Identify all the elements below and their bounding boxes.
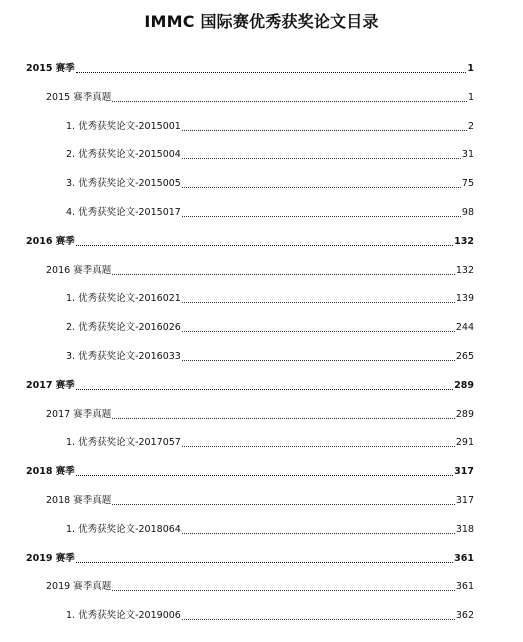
toc-page-number: 75 bbox=[461, 178, 474, 189]
toc-page-number: 244 bbox=[455, 322, 474, 333]
toc-entry-title: 1. 优秀获奖论文-2017057 bbox=[66, 437, 181, 448]
toc-entry-title: 2015 赛季真题 bbox=[46, 92, 112, 103]
toc-dot-leader bbox=[76, 244, 453, 246]
toc-entry-level-3[interactable] bbox=[66, 522, 474, 536]
toc-entry-title: 1. 优秀获奖论文-2015001 bbox=[66, 121, 181, 132]
toc-entry-title: 2019 赛季 bbox=[26, 553, 75, 564]
toc-entry-title: 2017 赛季真题 bbox=[46, 409, 112, 420]
toc-entry-title: 2018 赛季真题 bbox=[46, 495, 112, 506]
toc-page-number: 1 bbox=[467, 92, 474, 103]
toc-entry-level-2[interactable] bbox=[46, 263, 474, 277]
toc-entry-title: 1. 优秀获奖论文-2018064 bbox=[66, 524, 181, 535]
toc-entry-title: 2016 赛季 bbox=[26, 236, 75, 247]
toc-dot-leader bbox=[182, 186, 461, 188]
toc-page-number: 361 bbox=[454, 553, 474, 564]
toc-page-number: 132 bbox=[454, 236, 474, 247]
toc-entry-level-1[interactable] bbox=[26, 61, 474, 75]
toc-dot-leader bbox=[76, 561, 453, 563]
toc-dot-leader bbox=[182, 129, 467, 131]
toc-dot-leader bbox=[112, 100, 467, 102]
toc-page-number: 265 bbox=[455, 351, 474, 362]
toc-page-number: 317 bbox=[454, 466, 474, 477]
toc-page-number: 318 bbox=[455, 524, 474, 535]
toc-entry-level-3[interactable] bbox=[66, 349, 474, 363]
toc-entry-title: 2019 赛季真题 bbox=[46, 581, 112, 592]
toc-entry-title: 2015 赛季 bbox=[26, 63, 75, 74]
toc-page-number: 289 bbox=[455, 409, 474, 420]
toc-entry-level-3[interactable] bbox=[66, 291, 474, 305]
toc-dot-leader bbox=[182, 359, 455, 361]
toc-dot-leader bbox=[112, 589, 455, 591]
toc-page-number: 289 bbox=[454, 380, 474, 391]
toc-dot-leader bbox=[182, 330, 455, 332]
toc-entry-title: 1. 优秀获奖论文-2016021 bbox=[66, 293, 181, 304]
toc-dot-leader bbox=[182, 157, 461, 159]
toc-entry-level-2[interactable] bbox=[46, 493, 474, 507]
toc-entry-level-3[interactable] bbox=[66, 119, 474, 133]
toc-entry-title: 2018 赛季 bbox=[26, 466, 75, 477]
toc-entry-level-3[interactable] bbox=[66, 435, 474, 449]
toc-entry-level-3[interactable] bbox=[66, 320, 474, 334]
toc-dot-leader bbox=[112, 273, 455, 275]
toc-entry-level-3[interactable] bbox=[66, 147, 474, 161]
toc-dot-leader bbox=[182, 215, 461, 217]
toc-dot-leader bbox=[182, 618, 455, 620]
toc-page-number: 132 bbox=[455, 265, 474, 276]
toc-entry-title: 3. 优秀获奖论文-2015005 bbox=[66, 178, 181, 189]
toc-page-number: 31 bbox=[461, 149, 474, 160]
toc-page-number: 362 bbox=[455, 610, 474, 621]
toc-dot-leader bbox=[182, 445, 455, 447]
toc-entry-title: 3. 优秀获奖论文-2016033 bbox=[66, 351, 181, 362]
toc-dot-leader bbox=[76, 474, 453, 476]
toc-dot-leader bbox=[182, 532, 455, 534]
toc-dot-leader bbox=[76, 388, 453, 390]
toc-entry-level-1[interactable] bbox=[26, 464, 474, 478]
toc-entry-level-1[interactable] bbox=[26, 234, 474, 248]
toc-entry-title: 1. 优秀获奖论文-2019006 bbox=[66, 610, 181, 621]
toc-entry-title: 2. 优秀获奖论文-2015004 bbox=[66, 149, 181, 160]
toc-entry-level-2[interactable] bbox=[46, 407, 474, 421]
toc-entry-title: 4. 优秀获奖论文-2015017 bbox=[66, 207, 181, 218]
toc-entry-level-2[interactable] bbox=[46, 579, 474, 593]
toc-entry-title: 2016 赛季真题 bbox=[46, 265, 112, 276]
toc-entry-title: 2017 赛季 bbox=[26, 380, 75, 391]
toc-dot-leader bbox=[112, 503, 455, 505]
toc-entry-title: 2. 优秀获奖论文-2016026 bbox=[66, 322, 181, 333]
toc-page-number: 1 bbox=[467, 63, 474, 74]
toc-entry-level-3[interactable] bbox=[66, 608, 474, 622]
toc-page-number: 2 bbox=[467, 121, 474, 132]
toc-entry-level-3[interactable] bbox=[66, 205, 474, 219]
toc-page-number: 361 bbox=[455, 581, 474, 592]
toc-page-number: 317 bbox=[455, 495, 474, 506]
toc-page-number: 139 bbox=[455, 293, 474, 304]
toc-dot-leader bbox=[182, 301, 455, 303]
toc-entry-level-3[interactable] bbox=[66, 176, 474, 190]
document-title: IMMC 国际赛优秀获奖论文目录 bbox=[144, 12, 379, 31]
toc-dot-leader bbox=[112, 417, 455, 419]
toc-entry-level-2[interactable] bbox=[46, 90, 474, 104]
toc-page-number: 291 bbox=[455, 437, 474, 448]
toc-entry-level-1[interactable] bbox=[26, 378, 474, 392]
toc-dot-leader bbox=[76, 71, 467, 73]
toc-entry-level-1[interactable] bbox=[26, 551, 474, 565]
toc-page-number: 98 bbox=[461, 207, 474, 218]
